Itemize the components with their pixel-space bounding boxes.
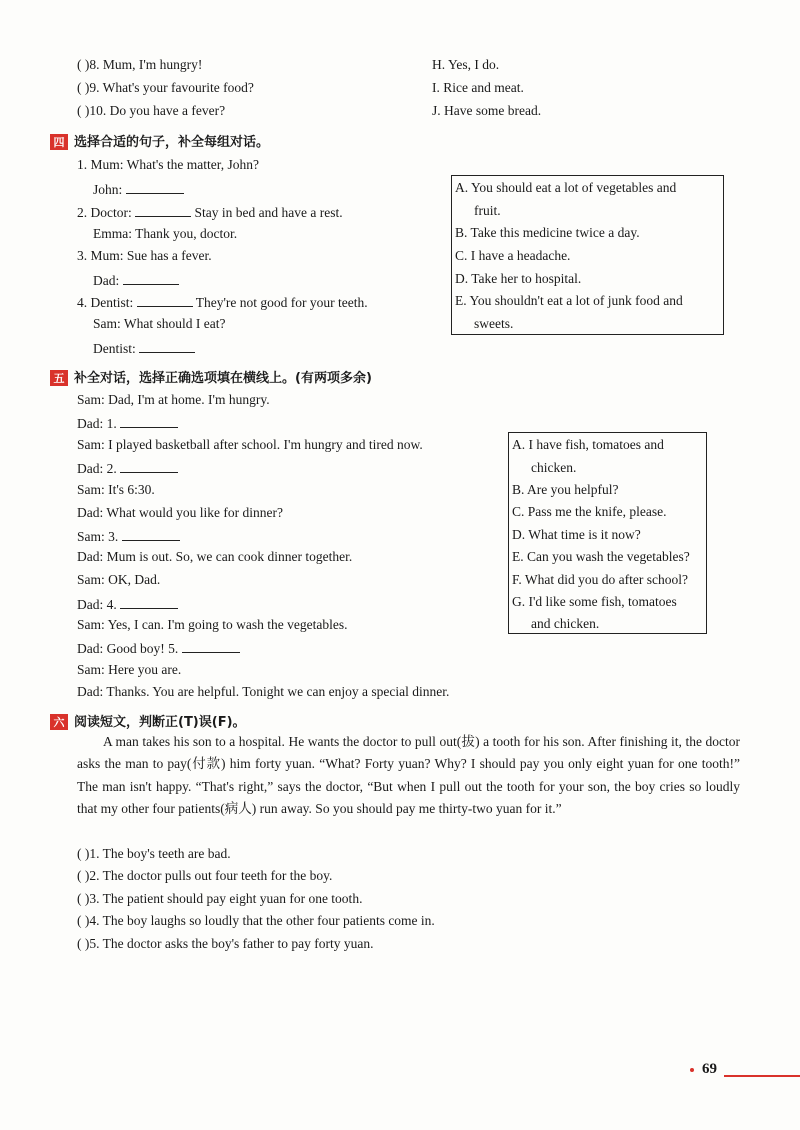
dialog-line: Emma: Thank you, doctor. <box>93 226 238 241</box>
dialog-line: Dentist: <box>93 340 195 356</box>
dialog-line: Dad: <box>93 272 179 288</box>
answer-blank[interactable] <box>120 415 178 428</box>
dialog-line: Dad: Thanks. You are helpful. Tonight we can enjoy a special dinner. <box>77 684 450 699</box>
passage-text: A man takes his son to a hospital. He wants the doctor to pull out(拔) a tooth for his son. After finishing it, the doctor asks the man to pay(付款) him forty yuan. “What? Forty yuan? Why? I should pay you only eight yuan for one tooth!” The man isn't happy. “That's right,” says the doctor, “But when I pull out the tooth for your son, the boy cries so loudly that my other four patients(病人) run away. So you should pay me thirty-two yuan for it.” <box>77 734 740 816</box>
dialog-line: 4. Dentist: They're not good for your teeth. <box>77 295 368 310</box>
section-4-header <box>50 134 269 150</box>
dialog-line: Sam: Yes, I can. I'm going to wash the vegetables. <box>77 617 348 632</box>
dialog-line: Dad: 2. <box>77 460 178 476</box>
answer-blank[interactable] <box>139 340 195 353</box>
section-4-title: 选择合适的句子，补全每组对话。 <box>74 134 270 150</box>
dialog-line: Dad: Good boy! 5. <box>77 640 240 656</box>
dialog-line: Dad: 4. <box>77 596 178 612</box>
dialog-line: Dad: 1. <box>77 415 178 431</box>
option-a-cont: chicken. <box>531 460 577 475</box>
section-6-title: 阅读短文，判断正(T)误(F)。 <box>74 714 246 730</box>
option-e: E. Can you wash the vegetables? <box>512 549 690 564</box>
match-answer-i: I. Rice and meat. <box>432 80 524 95</box>
dialog-line: Sam: What should I eat? <box>93 316 226 331</box>
option-c: C. Pass me the knife, please. <box>512 504 667 519</box>
option-a: A. I have fish, tomatoes and <box>512 437 664 452</box>
option-e: E. You shouldn't eat a lot of junk food and <box>455 293 683 308</box>
answer-blank[interactable] <box>122 528 180 541</box>
dialog-line: Sam: It's 6:30. <box>77 482 155 497</box>
match-question-8: ( )8. Mum, I'm hungry! <box>77 57 203 72</box>
section-5-badge: 五 <box>50 370 68 386</box>
dialog-line: Sam: OK, Dad. <box>77 572 161 587</box>
option-g-cont: and chicken. <box>531 616 600 631</box>
dialog-line: Dad: Mum is out. So, we can cook dinner together. <box>77 549 353 564</box>
dialog-line: John: <box>93 181 184 197</box>
option-b: B. Take this medicine twice a day. <box>455 225 640 240</box>
section-4-badge: 四 <box>50 134 68 150</box>
dialog-line: 3. Mum: Sue has a fever. <box>77 248 212 263</box>
tf-statement: ( )2. The doctor pulls out four teeth for the boy. <box>77 868 333 883</box>
tf-statement: ( )3. The patient should pay eight yuan for one tooth. <box>77 891 363 906</box>
dialog-line: Sam: Here you are. <box>77 662 182 677</box>
section-5-header <box>50 370 372 386</box>
answer-blank[interactable] <box>182 640 240 653</box>
page-number-dot <box>690 1068 694 1072</box>
dialog-line: 2. Doctor: Stay in bed and have a rest. <box>77 205 343 220</box>
option-f: F. What did you do after school? <box>512 572 689 587</box>
dialog-line: Sam: 3. <box>77 528 180 544</box>
match-question-10: ( )10. Do you have a fever? <box>77 103 226 118</box>
tf-statement: ( )1. The boy's teeth are bad. <box>77 846 231 861</box>
dialog-line: Sam: I played basketball after school. I'm hungry and tired now. <box>77 437 423 452</box>
option-a: A. You should eat a lot of vegetables and <box>455 180 677 195</box>
option-d: D. Take her to hospital. <box>455 271 582 286</box>
match-answer-h: H. Yes, I do. <box>432 57 500 72</box>
page-number: 69 <box>702 1061 717 1077</box>
match-question-9: ( )9. What's your favourite food? <box>77 80 254 95</box>
dialog-line: Dad: What would you like for dinner? <box>77 505 283 520</box>
answer-blank[interactable] <box>120 596 178 609</box>
option-d: D. What time is it now? <box>512 527 641 542</box>
section-5-title: 补全对话，选择正确选项填在横线上。(有两项多余) <box>74 370 372 386</box>
page-number-rule <box>724 1075 800 1077</box>
dialog-line: Sam: Dad, I'm at home. I'm hungry. <box>77 392 270 407</box>
option-c: C. I have a headache. <box>455 248 571 263</box>
section-6-header <box>50 714 246 730</box>
dialog-line: 1. Mum: What's the matter, John? <box>77 157 259 172</box>
section-6-badge: 六 <box>50 714 68 730</box>
section-4-options-box <box>451 175 724 335</box>
answer-blank[interactable] <box>126 181 184 194</box>
option-a-cont: fruit. <box>474 203 501 218</box>
reading-passage <box>77 731 740 820</box>
section-5-options-box <box>508 432 707 634</box>
answer-blank[interactable] <box>135 204 191 217</box>
option-g: G. I'd like some fish, tomatoes <box>512 594 677 609</box>
match-answer-j: J. Have some bread. <box>432 103 542 118</box>
option-b: B. Are you helpful? <box>512 482 619 497</box>
answer-blank[interactable] <box>120 460 178 473</box>
option-e-cont: sweets. <box>474 316 514 331</box>
answer-blank[interactable] <box>123 272 179 285</box>
tf-statement: ( )5. The doctor asks the boy's father to pay forty yuan. <box>77 936 374 951</box>
tf-statement: ( )4. The boy laughs so loudly that the other four patients come in. <box>77 913 435 928</box>
answer-blank[interactable] <box>137 294 193 307</box>
